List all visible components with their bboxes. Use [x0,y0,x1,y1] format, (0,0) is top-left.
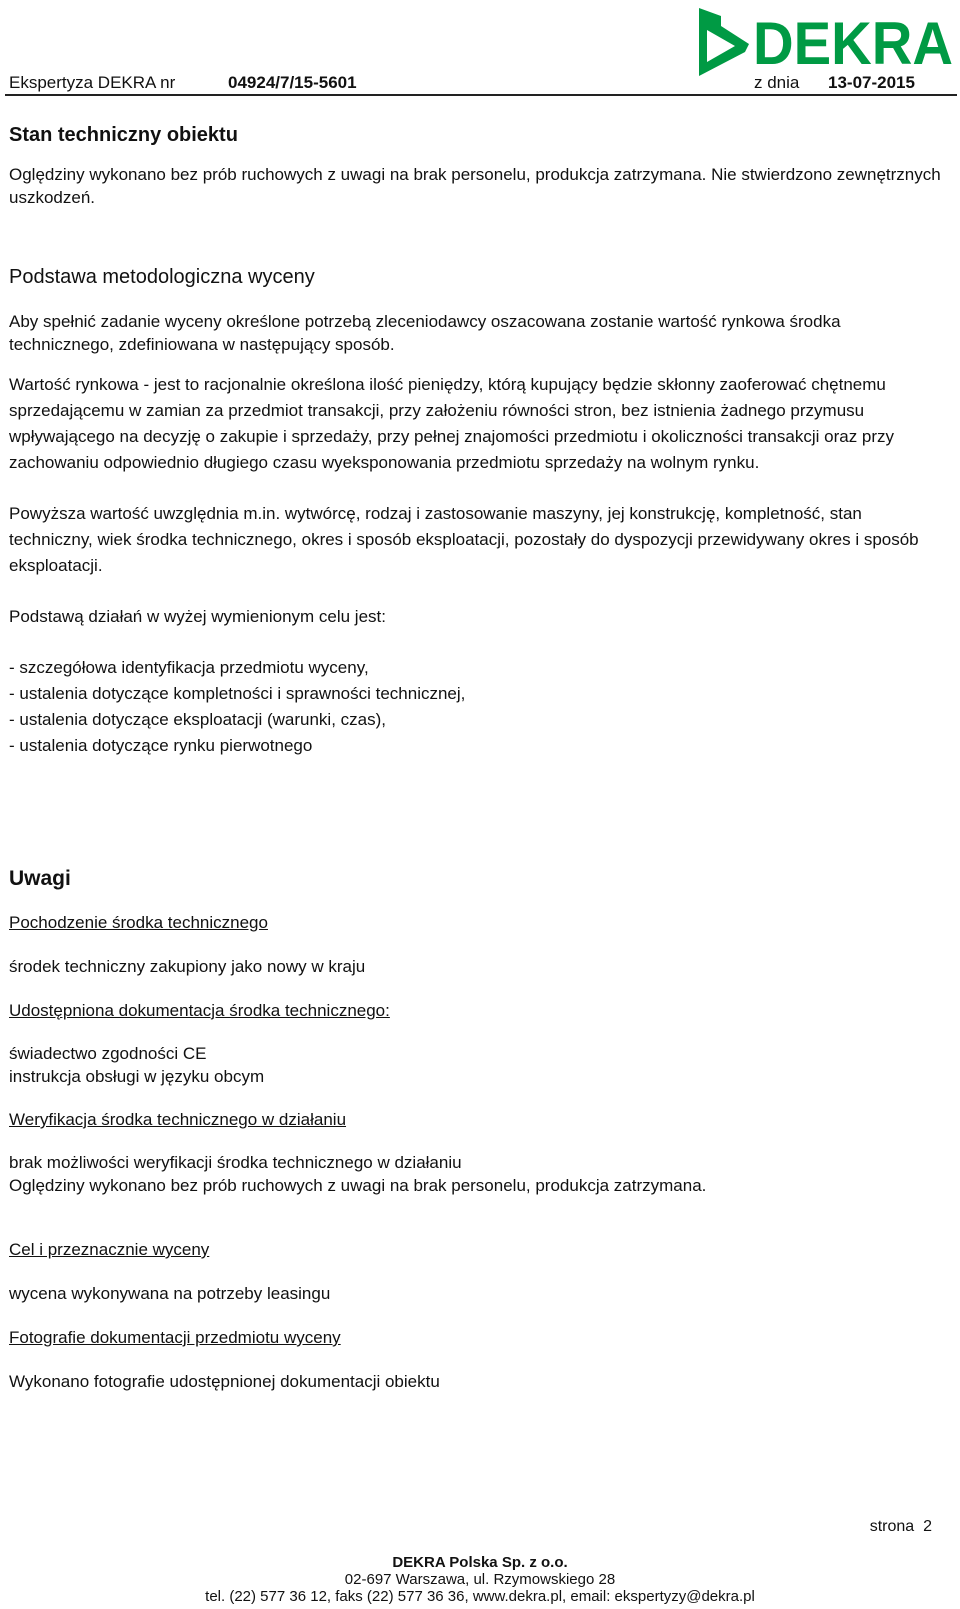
footer-contact: tel. (22) 577 36 12, faks (22) 577 36 36, www.dekra.pl, email: ekspertyzy@dekra.pl [205,1588,755,1605]
podstawa-list [9,655,949,759]
pochodzenie-text: środek techniczny zakupiony jako nowy w kraju [9,957,366,976]
foto-heading: Fotografie dokumentacji przedmiotu wyceny [9,1328,341,1347]
expertise-number: 04924/7/15-5601 [228,73,357,92]
podstawa-p4: Podstawą działań w wyżej wymienionym celu jest: [9,607,386,626]
header-divider [5,94,957,96]
stan-text: Oględziny wykonano bez prób ruchowych z uwagi na brak personelu, produkcja zatrzymana. Nie stwierdzono zewnętrznych uszkodzeń. [9,165,941,207]
expertise-label: Ekspertyza DEKRA nr [9,73,176,92]
footer-address: 02-697 Warszawa, ul. Rzymowskiego 28 [344,1571,616,1588]
document-body [9,122,949,1395]
dokumentacja-heading: Udostępniona dokumentacja środka technicznego: [9,1001,390,1020]
cel-heading: Cel i przeznacznie wyceny [9,1240,210,1259]
cel-text: wycena wykonywana na potrzeby leasingu [9,1284,331,1303]
podstawa-p1: Aby spełnić zadanie wyceny określone potrzebą zleceniodawcy oszacowana zostanie wartość rynkowa środka technicznego, zdefiniowana w następujący sposób. [9,312,841,354]
footer-company: DEKRA Polska Sp. z o.o. [392,1554,568,1571]
weryfikacja-list [9,1151,949,1197]
list-item: - ustalenia dotyczące eksploatacji (warunki, czas), [9,710,386,729]
page-number [870,1518,932,1536]
logo-wordmark: DEKRA [753,10,953,77]
list-item: instrukcja obsługi w języku obcym [9,1067,265,1086]
podstawa-p3: Powyższa wartość uwzględnia m.in. wytwórcę, rodzaj i zastosowanie maszyny, jej konstrukcję, kompletność, stan techniczny, wiek środka technicznego, okres i sposób eksploatacji, pozostały do dyspozycji przewidywany okres i sposób eksploatacji. [9,504,919,575]
date-label: z dnia [754,73,800,92]
section-title-stan: Stan techniczny obiektu [9,124,238,146]
date-value: 13-07-2015 [828,73,915,92]
dekra-logo [697,6,955,80]
section-title-uwagi: Uwagi [9,867,71,890]
section-title-podstawa: Podstawa metodologiczna wyceny [9,266,315,288]
list-item: świadectwo zgodności CE [9,1044,207,1063]
list-item: - szczegółowa identyfikacja przedmiotu wyceny, [9,658,369,677]
footer [0,1554,960,1605]
list-item: - ustalenia dotyczące kompletności i sprawności technicznej, [9,684,466,703]
pochodzenie-heading: Pochodzenie środka technicznego [9,913,268,932]
dokumentacja-list [9,1042,949,1088]
list-item: brak możliwości weryfikacji środka technicznego w działaniu [9,1153,462,1172]
foto-text: Wykonano fotografie udostępnionej dokumentacji obiektu [9,1372,440,1391]
weryfikacja-heading: Weryfikacja środka technicznego w działaniu [9,1110,347,1129]
list-item: Oględziny wykonano bez prób ruchowych z uwagi na brak personelu, produkcja zatrzymana. [9,1176,707,1195]
podstawa-p2: Wartość rynkowa - jest to racjonalnie określona ilość pieniędzy, którą kupujący będzie skłonny zaoferować chętnemu sprzedającemu w zamian za przedmiot transakcji, przy założeniu równości stron, bez istnienia żadnego przymusu wpływającego na decyzję o zakupie i sprzedaży, przy pełnej znajomości przedmiotu i okoliczności transakcji oraz przy zachowaniu odpowiednio długiego czasu wyeksponowania przedmiotu sprzedaży na wolnym rynku. [9,375,895,472]
page-value: 2 [923,1518,932,1535]
list-item: - ustalenia dotyczące rynku pierwotnego [9,736,313,755]
page-label: strona [869,1518,915,1535]
